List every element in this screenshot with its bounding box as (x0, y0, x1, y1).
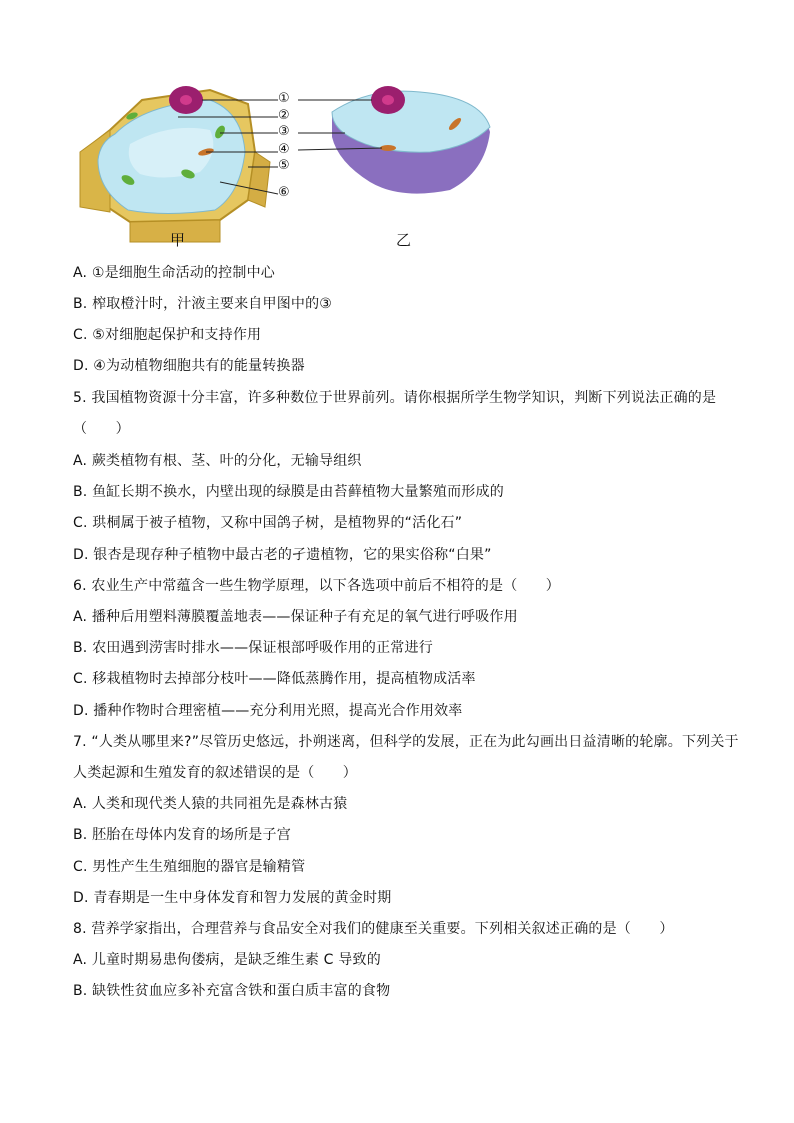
q7-option-c: C. 男性产生生殖细胞的器官是输精管 (73, 859, 306, 875)
plant-nucleus (169, 86, 203, 114)
marker-1: ① (278, 91, 290, 106)
cell-diagram (70, 82, 510, 252)
q5-option-c: C. 珙桐属于被子植物，又称中国鸽子树，是植物界的“活化石” (73, 515, 463, 531)
marker-2: ② (278, 108, 290, 123)
q6-option-b: B. 农田遇到涝害时排水——保证根部呼吸作用的正常进行 (73, 640, 433, 656)
q6-option-d: D. 播种作物时合理密植——充分利用光照，提高光合作用效率 (73, 703, 463, 719)
q4-option-a: A. ①是细胞生命活动的控制中心 (73, 265, 275, 281)
q5-stem-line2: （ ） (73, 421, 130, 437)
q6-stem: 6. 农业生产中常蕴含一些生物学原理，以下各选项中前后不相符的是（ ） (73, 578, 561, 594)
q5-option-a: A. 蕨类植物有根、茎、叶的分化，无输导组织 (73, 453, 362, 469)
q5-stem-line1: 5. 我国植物资源十分丰富，许多种数位于世界前列。请你根据所学生物学知识，判断下列说法正确的是 (73, 390, 717, 406)
marker-4: ④ (278, 142, 290, 157)
q7-stem-line1: 7. “人类从哪里来?”尽管历史悠远，扑朔迷离，但科学的发展，正在为此勾画出日益清晰的轮廓。下列关于 (73, 734, 739, 750)
q7-option-b: B. 胚胎在母体内发育的场所是子宫 (73, 827, 291, 843)
marker-6: ⑥ (278, 185, 290, 200)
mitochondrion (380, 145, 396, 151)
q8-option-b: B. 缺铁性贫血应多补充富含铁和蛋白质丰富的食物 (73, 983, 391, 999)
marker-3: ③ (278, 124, 290, 139)
q4-option-b: B. 榨取橙汁时，汁液主要来自甲图中的③ (73, 296, 333, 312)
q5-option-b: B. 鱼缸长期不换水，内壁出现的绿膜是由苔藓植物大量繁殖而形成的 (73, 484, 504, 500)
q6-option-a: A. 播种后用塑料薄膜覆盖地表——保证种子有充足的氧气进行呼吸作用 (73, 609, 518, 625)
q8-stem: 8. 营养学家指出，合理营养与食品安全对我们的健康至关重要。下列相关叙述正确的是（ ） (73, 921, 674, 937)
q7-option-d: D. 青春期是一生中身体发育和智力发展的黄金时期 (73, 890, 392, 906)
q5-option-d: D. 银杏是现存种子植物中最古老的孑遗植物，它的果实俗称“白果” (73, 547, 492, 563)
cell-diagram-figure (70, 82, 510, 252)
marker-5: ⑤ (278, 158, 290, 173)
q4-option-c: C. ⑤对细胞起保护和支持作用 (73, 327, 262, 343)
q4-option-d: D. ④为动植物细胞共有的能量转换器 (73, 358, 305, 374)
animal-cell-caption: 乙 (396, 231, 412, 249)
q7-option-a: A. 人类和现代类人猿的共同祖先是森林古猿 (73, 796, 348, 812)
animal-nucleus (371, 86, 405, 114)
q8-option-a: A. 儿童时期易患佝偻病，是缺乏维生素 C 导致的 (73, 952, 381, 968)
plant-cell-caption: 甲 (170, 231, 186, 249)
q7-stem-line2: 人类起源和生殖发育的叙述错误的是（ ） (73, 765, 357, 781)
q6-option-c: C. 移栽植物时去掉部分枝叶——降低蒸腾作用，提高植物成活率 (73, 671, 476, 687)
